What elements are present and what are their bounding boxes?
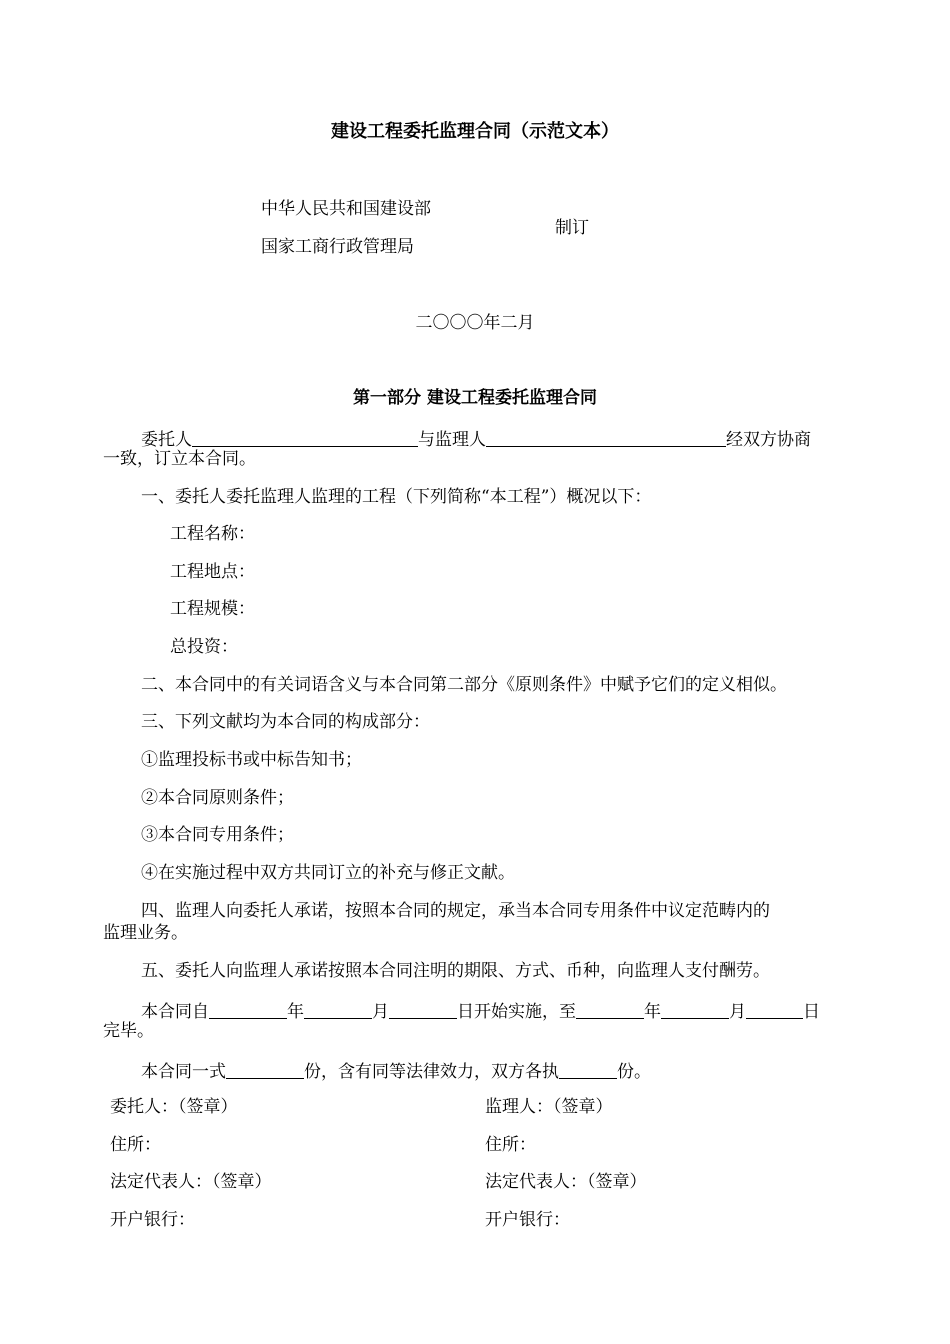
- clause-1: 一、委托人委托监理人监理的工程（下列简称“本工程”）概况以下：: [141, 487, 652, 507]
- with-supervisor-label: 与监理人: [418, 430, 486, 450]
- document-item: ④在实施过程中双方共同订立的补充与修正文献。: [141, 863, 515, 883]
- issue-date: 二〇〇〇年二月: [415, 313, 535, 333]
- issued-label: 制订: [555, 218, 589, 238]
- clause-4: 四、监理人向委托人承诺，按照本合同的规定，承当本合同专用条件中议定范畴内的: [141, 901, 770, 921]
- field-total-investment: 总投资：: [170, 637, 238, 657]
- intro-continuation: 一致，订立本合同。: [103, 449, 256, 469]
- year-label: 年: [644, 1002, 661, 1022]
- part-heading: 第一部分 建设工程委托监理合同: [353, 388, 597, 408]
- month-label: 月: [729, 1002, 746, 1022]
- clause-5: 五、委托人向监理人承诺按照本合同注明的期限、方式、币种，向监理人支付酬劳。: [141, 961, 770, 981]
- field-project-name: 工程名称：: [170, 524, 255, 544]
- client-legal-rep: 法定代表人：（签章）: [110, 1172, 272, 1192]
- client-bank: 开户银行：: [110, 1210, 195, 1230]
- term-line: [141, 1001, 820, 1021]
- client-blank[interactable]: [192, 429, 418, 447]
- supervisor-bank: 开户银行：: [485, 1210, 570, 1230]
- document-item: ①监理投标书或中标告知书；: [141, 750, 362, 770]
- start-year-blank[interactable]: [209, 1001, 287, 1019]
- agree-text: 经双方协商: [726, 430, 811, 450]
- copies-label: 本合同一式: [141, 1062, 226, 1082]
- term-continuation: 完毕。: [103, 1021, 154, 1041]
- end-year-blank[interactable]: [576, 1001, 644, 1019]
- term-from-label: 本合同自: [141, 1002, 209, 1022]
- issuer-ministry: 中华人民共和国建设部: [261, 199, 431, 219]
- year-label: 年: [287, 1002, 304, 1022]
- field-project-scale: 工程规模：: [170, 599, 255, 619]
- copies-end-text: 份。: [617, 1062, 651, 1082]
- field-project-location: 工程地点：: [170, 562, 255, 582]
- clause-3: 三、下列文献均为本合同的构成部分：: [141, 712, 430, 732]
- day-label: 日: [803, 1002, 820, 1022]
- start-month-blank[interactable]: [304, 1001, 372, 1019]
- end-month-blank[interactable]: [661, 1001, 729, 1019]
- document-item: ③本合同专用条件；: [141, 825, 294, 845]
- issuer-bureau: 国家工商行政管理局: [261, 237, 414, 257]
- document-item: ②本合同原则条件；: [141, 788, 294, 808]
- clause-4-continuation: 监理业务。: [103, 923, 188, 943]
- copies-middle-text: 份，含有同等法律效力，双方各执: [304, 1062, 559, 1082]
- clause-2: 二、本合同中的有关词语含义与本合同第二部分《原则条件》中赋予它们的定义相似。: [141, 675, 787, 695]
- copies-line: [141, 1061, 651, 1081]
- client-address: 住所：: [110, 1135, 161, 1155]
- intro-line: [141, 429, 811, 449]
- month-label: 月: [372, 1002, 389, 1022]
- copies-each-blank[interactable]: [559, 1061, 617, 1079]
- document-title: 建设工程委托监理合同（示范文本）: [331, 121, 619, 142]
- copies-count-blank[interactable]: [226, 1061, 304, 1079]
- supervisor-blank[interactable]: [486, 429, 726, 447]
- supervisor-legal-rep: 法定代表人：（签章）: [485, 1172, 647, 1192]
- supervisor-address: 住所：: [485, 1135, 536, 1155]
- client-seal: 委托人：（签章）: [110, 1097, 238, 1117]
- end-day-blank[interactable]: [746, 1001, 803, 1019]
- start-day-blank[interactable]: [389, 1001, 457, 1019]
- client-label: 委托人: [141, 430, 192, 450]
- supervisor-seal: 监理人：（签章）: [485, 1097, 613, 1117]
- term-start-label: 日开始实施，至: [457, 1002, 576, 1022]
